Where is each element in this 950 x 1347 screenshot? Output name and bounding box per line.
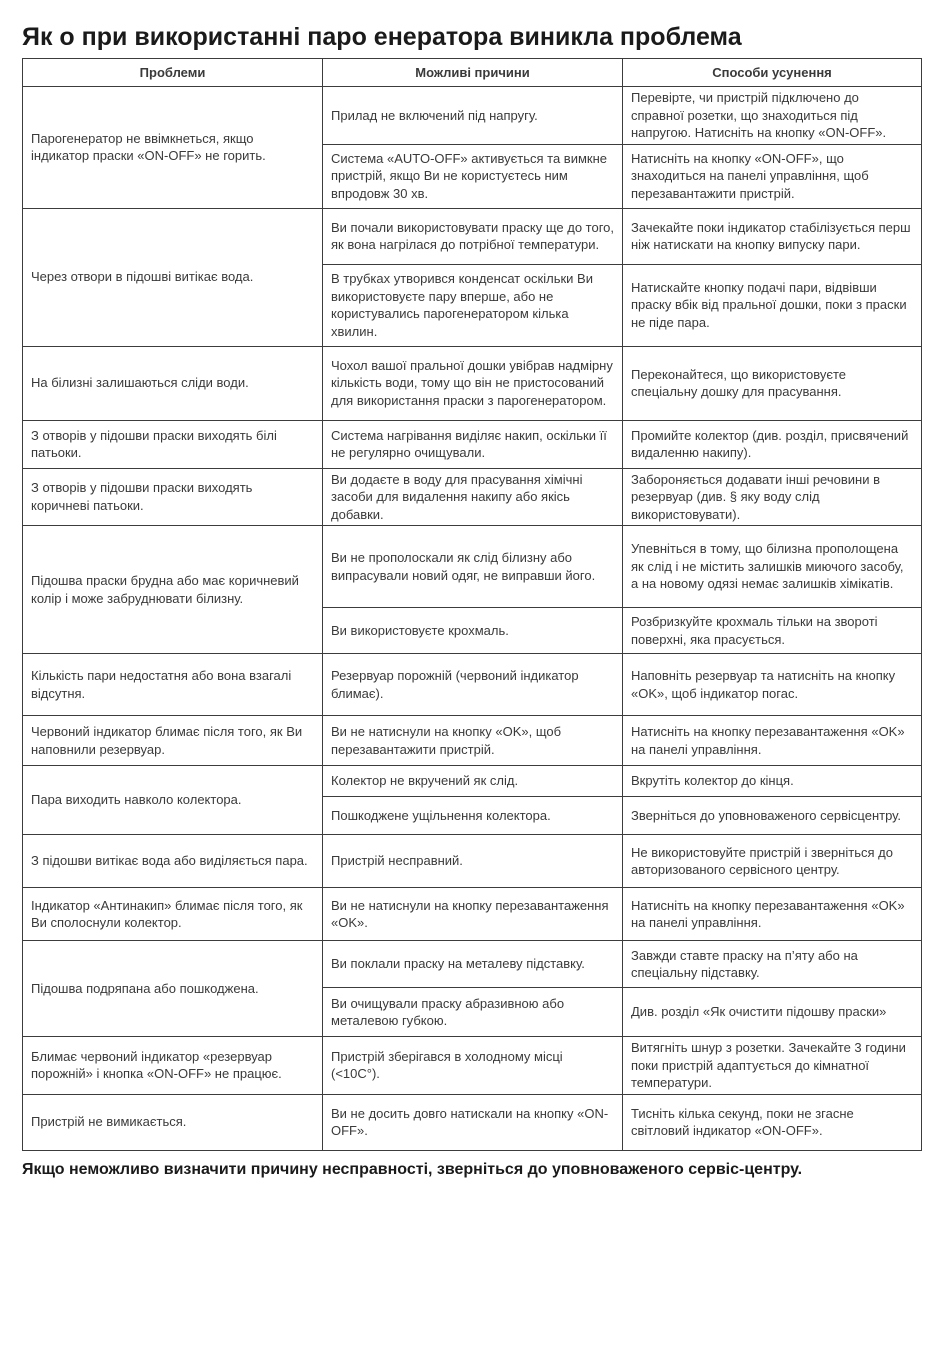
solution-cell: Наповніть резервуар та натисніть на кнопку «OK», щоб індикатор погас.: [623, 654, 922, 716]
table-header: [23, 59, 922, 87]
table-row: [23, 716, 922, 766]
cause-cell: Пошкоджене ущільнення колектора.: [323, 797, 623, 835]
solution-cell: Забороняється додавати інші речовини в резервуар (див. § яку воду слід використовувати).: [623, 468, 922, 526]
problem-cell: З підошви витікає вода або виділяється пара.: [23, 835, 323, 888]
cause-cell: Ви використовуєте крохмаль.: [323, 608, 623, 654]
table-row: [23, 526, 922, 608]
table-row: [23, 766, 922, 797]
solution-cell: Вкрутіть колектор до кінця.: [623, 766, 922, 797]
problem-cell: Індикатор «Антинакип» блимає після того, як Ви сполоснули колектор.: [23, 888, 323, 941]
solution-cell: Натискайте кнопку подачі пари, відвівши праску вбік від пральної дошки, поки з праски не піде пара.: [623, 264, 922, 346]
table-row: [23, 1037, 922, 1095]
problem-cell: Червоний індикатор блимає після того, як Ви наповнили резервуар.: [23, 716, 323, 766]
cause-cell: Ви додаєте в воду для прасування хімічні засоби для видалення накипу або якісь добавки.: [323, 468, 623, 526]
troubleshooting-table: [22, 58, 922, 1151]
cause-cell: Ви не прополоскали як слід білизну або випрасували новий одяг, не виправши його.: [323, 526, 623, 608]
table-row: [23, 87, 922, 145]
column-header-solutions: Способи усунення: [623, 59, 922, 87]
problem-cell: Кількість пари недостатня або вона взагалі відсутня.: [23, 654, 323, 716]
cause-cell: Ви не натиснули на кнопку «OK», щоб перезавантажити пристрій.: [323, 716, 623, 766]
footer-note: Якщо неможливо визначити причину несправності, зверніться до уповноваженого сервіс-центру.: [22, 1160, 803, 1178]
solution-cell: Розбризкуйте крохмаль тільки на звороті поверхні, яка прасується.: [623, 608, 922, 654]
cause-cell: Ви почали використовувати праску ще до того, як вона нагрілася до потрібної температури.: [323, 208, 623, 264]
cause-cell: Пристрій несправний.: [323, 835, 623, 888]
solution-cell: Див. розділ «Як очистити підошву праски»: [623, 988, 922, 1037]
problem-cell: Парогенератор не ввімкнеться, якщо індикатор праски «ON-OFF» не горить.: [23, 87, 323, 209]
column-header-problems: Проблеми: [23, 59, 323, 87]
problem-cell: Блимає червоний індикатор «резервуар порожній» і кнопка «ON-OFF» не працює.: [23, 1037, 323, 1095]
troubleshooting-page: [22, 0, 921, 1181]
cause-cell: Ви очищували праску абразивною або металевою губкою.: [323, 988, 623, 1037]
solution-cell: Зачекайте поки індикатор стабілізується перш ніж натискати на кнопку випуску пари.: [623, 208, 922, 264]
solution-cell: Зверніться до уповноваженого сервісцентру.: [623, 797, 922, 835]
solution-cell: Промийте колектор (див. розділ, присвячений видаленню накипу).: [623, 420, 922, 468]
table-row: [23, 941, 922, 988]
table-row: [23, 654, 922, 716]
cause-cell: В трубках утворився конденсат оскільки Ви використовуєте пару вперше, або не користувались парогенератором кілька хвилин.: [323, 264, 623, 346]
table-row: [23, 420, 922, 468]
cause-cell: Ви не натиснули на кнопку перезавантаження «OK».: [323, 888, 623, 941]
problem-cell: Підошва праски брудна або має коричневий колір і може забруднювати білизну.: [23, 526, 323, 654]
cause-cell: Пристрій зберігався в холодному місці (<10С°).: [323, 1037, 623, 1095]
table-row: [23, 346, 922, 420]
header-row: [23, 59, 922, 87]
cause-cell: Чохол вашої пральної дошки увібрав надмірну кількість води, тому що він не пристосований для використання праски з парогенератором.: [323, 346, 623, 420]
cause-cell: Ви не досить довго натискали на кнопку «ON-OFF».: [323, 1094, 623, 1150]
table-row: [23, 208, 922, 264]
solution-cell: Натисніть на кнопку «ON-OFF», що знаходиться на панелі управління, щоб перезавантажити пристрій.: [623, 144, 922, 208]
page-title: Як о при використанні паро енератора виникла проблема: [22, 23, 742, 51]
solution-cell: Перевірте, чи пристрій підключено до справної розетки, що знаходиться під напругою. Натисніть на кнопку «ON-OFF».: [623, 87, 922, 145]
problem-cell: Через отвори в підошві витікає вода.: [23, 208, 323, 346]
solution-cell: Витягніть шнур з розетки. Зачекайте 3 години поки пристрій адаптується до кімнатної температури.: [623, 1037, 922, 1095]
cause-cell: Система нагрівання виділяє накип, оскільки її не регулярно очищували.: [323, 420, 623, 468]
cause-cell: Резервуар порожній (червоний індикатор блимає).: [323, 654, 623, 716]
solution-cell: Упевніться в тому, що білизна прополощена як слід і не містить залишків миючого засобу, а на новому одязі немає залишків хімікатів.: [623, 526, 922, 608]
problem-cell: Підошва подряпана або пошкоджена.: [23, 941, 323, 1037]
solution-cell: Тисніть кілька секунд, поки не згасне світловий індикатор «ON-OFF».: [623, 1094, 922, 1150]
problem-cell: Пристрій не вимикається.: [23, 1094, 323, 1150]
table-body: [23, 87, 922, 1151]
table-row: [23, 1094, 922, 1150]
table-row: [23, 888, 922, 941]
solution-cell: Натисніть на кнопку перезавантаження «OK» на панелі управління.: [623, 888, 922, 941]
problem-cell: З отворів у підошви праски виходять коричневі патьоки.: [23, 468, 323, 526]
cause-cell: Колектор не вкручений як слід.: [323, 766, 623, 797]
problem-cell: Пара виходить навколо колектора.: [23, 766, 323, 835]
column-header-causes: Можливі причини: [323, 59, 623, 87]
solution-cell: Переконайтеся, що використовуєте спеціальну дошку для прасування.: [623, 346, 922, 420]
table-row: [23, 468, 922, 526]
problem-cell: З отворів у підошви праски виходять білі патьоки.: [23, 420, 323, 468]
cause-cell: Прилад не включений під напругу.: [323, 87, 623, 145]
solution-cell: Не використовуйте пристрій і зверніться до авторизованого сервісного центру.: [623, 835, 922, 888]
cause-cell: Ви поклали праску на металеву підставку.: [323, 941, 623, 988]
table-row: [23, 835, 922, 888]
cause-cell: Система «AUTO-OFF» активується та вимкне пристрій, якщо Ви не користуєтесь ним впродовж 30 хв.: [323, 144, 623, 208]
solution-cell: Натисніть на кнопку перезавантаження «OK» на панелі управління.: [623, 716, 922, 766]
solution-cell: Завжди ставте праску на п’яту або на спеціальну підставку.: [623, 941, 922, 988]
problem-cell: На білизні залишаються сліди води.: [23, 346, 323, 420]
